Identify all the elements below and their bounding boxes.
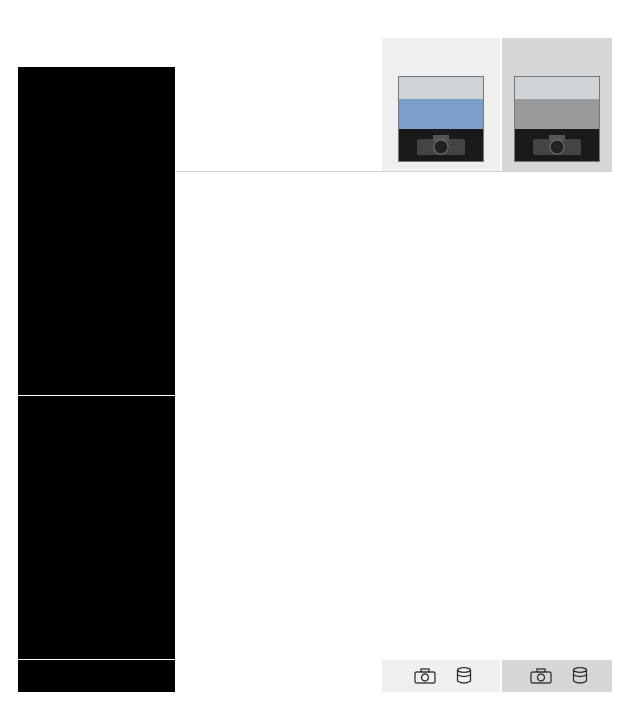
camera-icon	[530, 668, 552, 684]
feature-label	[176, 660, 382, 692]
table-row	[176, 660, 612, 692]
header-advanced	[502, 38, 612, 67]
table-row	[176, 67, 612, 172]
sta-badge-icon	[398, 76, 484, 162]
feature-label	[176, 67, 382, 171]
header-standard-plus	[382, 38, 500, 67]
camera-icon	[414, 668, 436, 684]
adv-badge-icon	[514, 76, 600, 162]
section-max-products	[18, 660, 175, 692]
inclusions-table	[18, 38, 612, 692]
section-pro-support-repair	[18, 67, 175, 395]
lens-icon	[572, 667, 588, 685]
lens-icon	[456, 667, 472, 685]
section-maintenance	[18, 396, 175, 659]
